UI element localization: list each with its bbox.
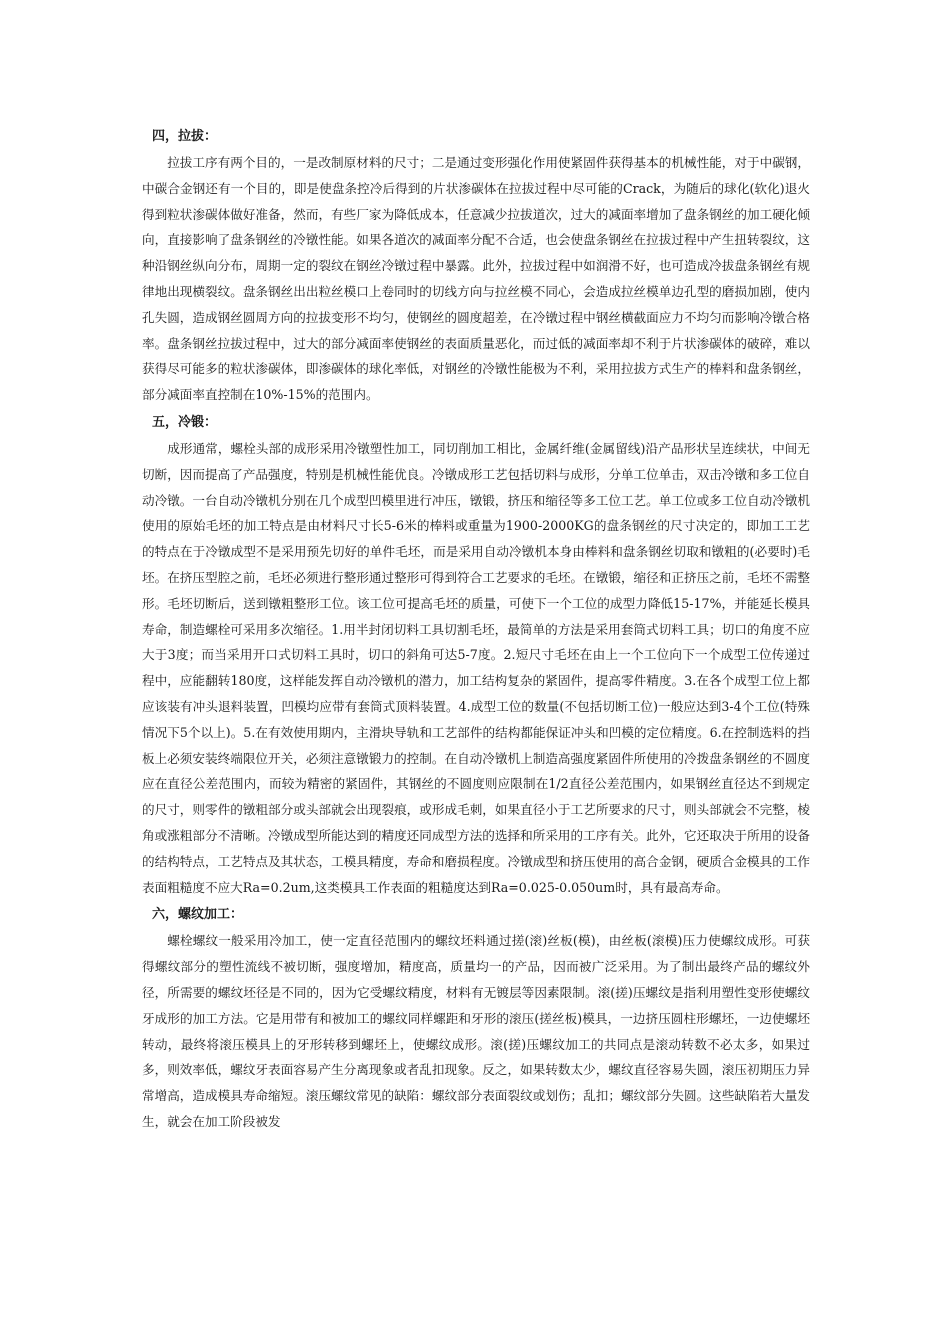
section-paragraph-drawing: 拉拔工序有两个目的，一是改制原材料的尺寸；二是通过变形强化作用使紧固件获得基本的机械性能，对于中碳钢，中碳合金钢还有一个目的，即是使盘条控冷后得到的片状渗碳体在拉拔过程中尽可能的Crack，为随后的球化(软化)退火得到粒状渗碳体做好准备，然而，有些厂家为降低成本，任意减少拉拔道次，过大的减面率增加了盘条钢丝的加工硬化倾向，直接影响了盘条钢丝的冷镦性能。如果各道次的减面率分配不合适，也会使盘条钢丝在拉拔过程中产生扭转裂纹，这种沿钢丝纵向分布，周期一定的裂纹在钢丝冷镦过程中暴露。此外，拉拔过程中如润滑不好，也可造成冷拔盘条钢丝有规律地出现横裂纹。盘条钢丝出出粒丝模口上卷同时的切线方向与拉丝模不同心，会造成拉丝模单边孔型的磨损加剧，使内孔失圆，造成钢丝圆周方向的拉拔变形不均匀，使钢丝的圆度超差，在冷镦过程中钢丝横截面应力不均匀而影响冷镦合格率。盘条钢丝拉拔过程中，过大的部分减面率使钢丝的表面质量恶化，而过低的减面率却不利于片状渗碳体的破碎，难以获得尽可能多的粒状渗碳体，即渗碳体的球化率低，对钢丝的冷镦性能极为不利，采用拉拔方式生产的棒料和盘条钢丝，部分减面率直控制在10%-15%的范围内。 [142, 155, 810, 403]
section-paragraph-threading: 螺栓螺纹一般采用冷加工，使一定直径范围内的螺纹坯料通过搓(滚)丝板(模)，由丝板(滚模)压力使螺纹成形。可获得螺纹部分的塑性流线不被切断，强度增加，精度高，质量均一的产品，因而被广泛采用。为了制出最终产品的螺纹外径，所需要的螺纹坯径是不同的，因为它受螺纹精度，材料有无镀层等因素限制。滚(搓)压螺纹是指利用塑性变形使螺纹牙成形的加工方法。它是用带有和被加工的螺纹同样螺距和牙形的滚压(搓丝板)模具，一边挤压圆柱形螺坯，一边使螺坯转动，最终将滚压模具上的牙形转移到螺坯上，使螺纹成形。滚(搓)压螺纹加工的共同点是滚动转数不必太多，如果过多，则效率低，螺纹牙表面容易产生分离现象或者乱扣现象。反之，如果转数太少，螺纹直径容易失圆，滚压初期压力异常增高，造成模具寿命缩短。滚压螺纹常见的缺陷：螺纹部分表面裂纹或划伤；乱扣；螺纹部分失圆。这些缺陷若大量发生，就会在加工阶段被发 [142, 933, 810, 1129]
section-heading-cold-forging: 五，冷锻： [152, 414, 218, 430]
document-page [142, 124, 810, 1137]
section-cold-forging [142, 410, 810, 900]
section-paragraph-cold-forging: 成形通常，螺栓头部的成形采用冷镦塑性加工，同切削加工相比，金属纤维(金属留线)沿产品形状呈连续状，中间无切断，因而提高了产品强度，特别是机械性能优良。冷镦成形工艺包括切料与成形，分单工位单击，双击冷镦和多工位自动冷镦。一台自动冷镦机分别在几个成型凹模里进行冲压，镦锻，挤压和缩径等多工位工艺。单工位或多工位自动冷镦机使用的原始毛坯的加工特点是由材料尺寸长5-6米的棒料或重量为1900-2000KG的盘条钢丝的尺寸决定的，即加工工艺的特点在于冷镦成型不是采用预先切好的单件毛坯，而是采用自动冷镦机本身由棒料和盘条钢丝切取和镦粗的(必要时)毛坯。在挤压型腔之前，毛坯必须进行整形通过整形可得到符合工艺要求的毛坯。在镦锻，缩径和正挤压之前，毛坯不需整形。毛坯切断后，送到镦粗整形工位。该工位可提高毛坯的质量，可使下一个工位的成型力降低15-17%，并能延长模具寿命，制造螺栓可采用多次缩径。1.用半封闭切料工具切割毛坯，最简单的方法是采用套筒式切料工具；切口的角度不应大于3度；而当采用开口式切料工具时，切口的斜角可达5-7度。2.短尺寸毛坯在由上一个工位向下一个成型工位传递过程中，应能翻转180度，这样能发挥自动冷镦机的潜力，加工结构复杂的紧固件，提高零件精度。3.在各个成型工位上都应该装有冲头退料装置，凹模均应带有套筒式顶料装置。4.成型工位的数量(不包括切断工位)一般应达到3-4个工位(特殊情况下5个以上)。5.在有效使用期内，主滑块导轨和工艺部件的结构都能保证冲头和凹模的定位精度。6.在控制选料的挡板上必须安装终端限位开关，必须注意镦锻力的控制。在自动冷镦机上制造高强度紧固件所使用的冷拨盘条钢丝的不圆度应在直径公差范围内，而较为精密的紧固件，其钢丝的不圆度则应限制在1/2直径公差范围内，如果钢丝直径达不到规定的尺寸，则零件的镦粗部分或头部就会出现裂痕，或形成毛刺，如果直径小于工艺所要求的尺寸，则头部就会不完整，棱角或涨粗部分不清晰。冷镦成型所能达到的精度还同成型方法的选择和所采用的工序有关。此外，它还取决于所用的设备的结构特点，工艺特点及其状态，工模具精度，寿命和磨损程度。冷镦成型和挤压使用的高合金钢，硬质合金模具的工作表面粗糙度不应大Ra=0.2um,这类模具工作表面的粗糙度达到Ra=0.025-0.050um时，具有最高寿命。 [142, 440, 810, 895]
section-heading-threading: 六，螺纹加工： [152, 907, 244, 923]
section-drawing [142, 124, 810, 408]
section-threading [142, 902, 810, 1134]
section-heading-drawing: 四，拉拔： [152, 129, 218, 144]
